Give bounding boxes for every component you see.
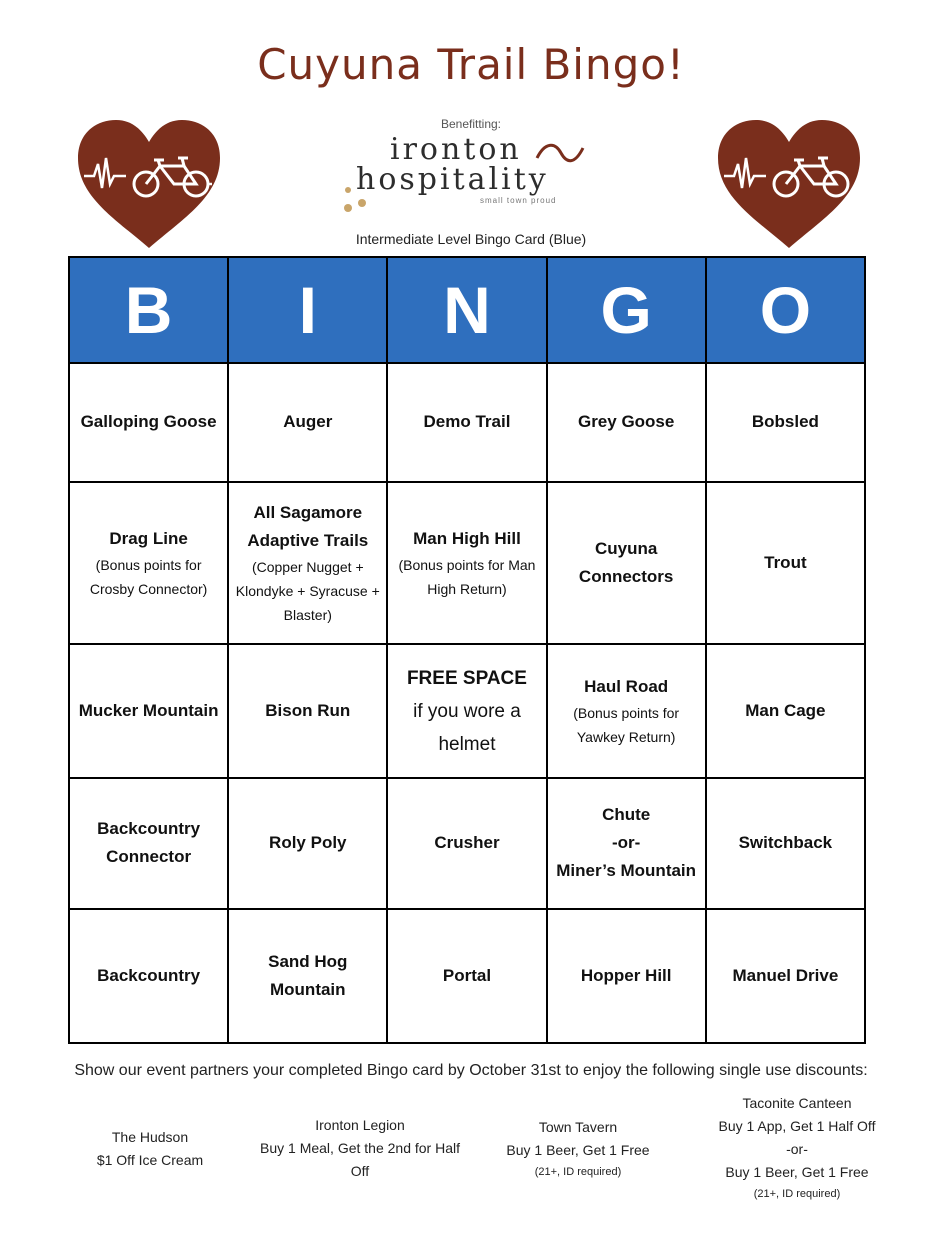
bingo-cell[interactable] bbox=[387, 363, 546, 481]
cell-note: (Copper Nugget + Klondyke + Syracuse + Blaster) bbox=[235, 558, 380, 623]
bingo-row bbox=[69, 909, 865, 1043]
bingo-cell[interactable] bbox=[69, 482, 228, 644]
cell-title: Sand Hog Mountain bbox=[268, 951, 348, 999]
partner-town-tavern bbox=[492, 1116, 664, 1182]
bingo-cell[interactable] bbox=[706, 644, 865, 778]
bingo-cell[interactable] bbox=[547, 482, 706, 644]
dots-icon bbox=[342, 186, 372, 214]
partner-offer: Buy 1 Beer, Get 1 Free bbox=[506, 1142, 650, 1158]
bingo-header-row bbox=[69, 257, 865, 363]
bingo-letter: I bbox=[228, 257, 387, 363]
partner-taconite-canteen bbox=[700, 1092, 894, 1204]
partner-ironton-legion bbox=[258, 1114, 462, 1183]
partner-offer: Buy 1 App, Get 1 Half Off bbox=[718, 1118, 876, 1134]
bingo-cell[interactable] bbox=[69, 644, 228, 778]
bingo-cell[interactable] bbox=[69, 363, 228, 481]
cell-note: if you wore a helmet bbox=[413, 700, 521, 755]
cell-separator: -or- bbox=[611, 833, 641, 853]
partner-name: Town Tavern bbox=[538, 1119, 618, 1135]
bingo-row bbox=[69, 363, 865, 481]
bingo-cell[interactable] bbox=[69, 778, 228, 908]
partners-intro: Show our event partners your completed Bingo card by October 31st to enjoy the following single use discounts: bbox=[74, 1062, 868, 1079]
cell-title: All Sagamore Adaptive Trails bbox=[247, 502, 369, 550]
cell-note: (Bonus points for Yawkey Return) bbox=[573, 705, 680, 746]
bingo-cell[interactable] bbox=[547, 644, 706, 778]
bingo-cell[interactable] bbox=[69, 909, 228, 1043]
cell-title: Portal bbox=[442, 965, 492, 985]
ironton-hospitality-logo bbox=[330, 128, 620, 224]
cell-title: Trout bbox=[764, 552, 807, 572]
cell-title: FREE SPACE bbox=[406, 667, 527, 689]
bingo-cell[interactable] bbox=[547, 909, 706, 1043]
cell-title: Crusher bbox=[434, 833, 500, 853]
cell-title: Man Cage bbox=[745, 701, 826, 721]
cell-title: Galloping Goose bbox=[80, 412, 217, 432]
bingo-letter: O bbox=[706, 257, 865, 363]
partner-offer: $1 Off Ice Cream bbox=[96, 1152, 204, 1168]
cell-title: Auger bbox=[283, 412, 333, 432]
cell-title: Switchback bbox=[738, 833, 833, 853]
cell-title: Bison Run bbox=[265, 701, 351, 721]
cell-title: Drag Line bbox=[109, 528, 188, 548]
cell-title: Hopper Hill bbox=[580, 965, 672, 985]
benefit-label: Benefitting: bbox=[440, 117, 502, 131]
bingo-letter: N bbox=[387, 257, 546, 363]
bingo-card bbox=[68, 256, 866, 1044]
bingo-cell[interactable] bbox=[706, 909, 865, 1043]
cell-title: Backcountry bbox=[97, 965, 201, 985]
cell-title: Bobsled bbox=[751, 412, 819, 432]
bingo-letter: B bbox=[69, 257, 228, 363]
cell-title: Cuyuna Connectors bbox=[578, 538, 674, 586]
cell-title: Grey Goose bbox=[577, 412, 675, 432]
page-title: Cuyuna Trail Bingo! bbox=[257, 40, 685, 89]
bingo-cell[interactable] bbox=[387, 909, 546, 1043]
cell-title: Chute bbox=[602, 805, 651, 825]
partner-name: Taconite Canteen bbox=[742, 1095, 852, 1111]
partner-offer: Buy 1 Meal, Get the 2nd for Half Off bbox=[260, 1140, 460, 1179]
bingo-cell[interactable] bbox=[228, 482, 387, 644]
bingo-cell[interactable] bbox=[387, 482, 546, 644]
partner-note: (21+, ID required) bbox=[534, 1166, 622, 1178]
cell-title: Mucker Mountain bbox=[78, 701, 219, 721]
cell-note: (Bonus points for Man High Return) bbox=[398, 556, 536, 597]
partner-the-hudson bbox=[60, 1126, 240, 1172]
partner-separator: -or- bbox=[786, 1141, 808, 1157]
cell-title: Manuel Drive bbox=[732, 965, 839, 985]
cell-title: Haul Road bbox=[584, 677, 669, 697]
bingo-cell[interactable] bbox=[547, 363, 706, 481]
free-space-cell[interactable] bbox=[387, 644, 546, 778]
partner-offer-alt: Buy 1 Beer, Get 1 Free bbox=[725, 1164, 869, 1180]
bingo-cell[interactable] bbox=[706, 482, 865, 644]
bingo-cell[interactable] bbox=[228, 363, 387, 481]
bingo-cell[interactable] bbox=[228, 778, 387, 908]
partner-name: The Hudson bbox=[111, 1129, 189, 1145]
bingo-row bbox=[69, 482, 865, 644]
cell-note: (Bonus points for Crosby Connector) bbox=[89, 556, 208, 597]
logo-line1: ironton bbox=[390, 132, 522, 167]
bingo-cell[interactable] bbox=[228, 909, 387, 1043]
cell-title-alt: Miner’s Mountain bbox=[556, 861, 697, 881]
bingo-cell[interactable] bbox=[547, 778, 706, 908]
level-label: Intermediate Level Bingo Card (Blue) bbox=[355, 231, 587, 247]
cell-title: Roly Poly bbox=[269, 833, 347, 853]
logo-tagline: small town proud bbox=[480, 196, 557, 205]
bingo-row bbox=[69, 778, 865, 908]
bingo-cell[interactable] bbox=[706, 778, 865, 908]
bingo-letter: G bbox=[547, 257, 706, 363]
bingo-cell[interactable] bbox=[706, 363, 865, 481]
bingo-row bbox=[69, 644, 865, 778]
bingo-cell[interactable] bbox=[387, 778, 546, 908]
cell-title: Backcountry Connector bbox=[97, 819, 201, 867]
cell-title: Demo Trail bbox=[423, 412, 511, 432]
partner-name: Ironton Legion bbox=[315, 1117, 405, 1133]
logo-line2: hospitality bbox=[356, 162, 549, 197]
partner-note: (21+, ID required) bbox=[753, 1188, 841, 1200]
cell-title: Man High Hill bbox=[413, 528, 521, 548]
bingo-cell[interactable] bbox=[228, 644, 387, 778]
